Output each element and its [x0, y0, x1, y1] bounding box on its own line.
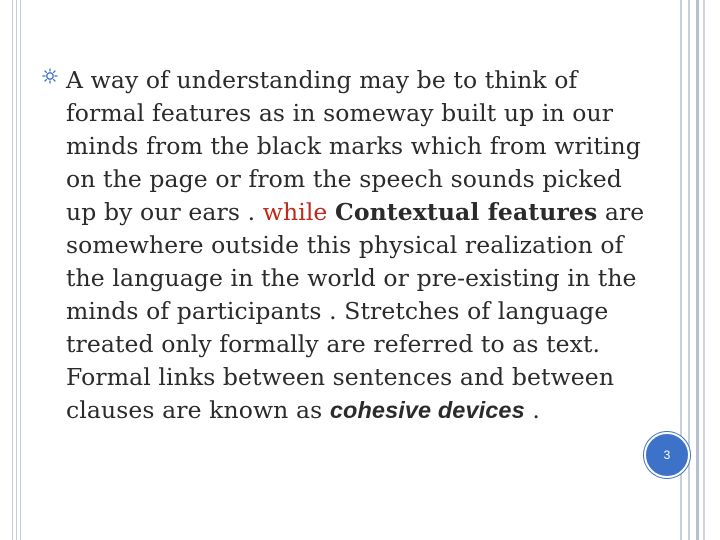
- term-cohesive-devices: cohesive devices: [329, 397, 525, 423]
- line-text: up by our ears .: [66, 198, 263, 226]
- line-text: [327, 198, 335, 226]
- left-decorative-line: [12, 0, 13, 540]
- bullet-sun-icon: [42, 68, 58, 84]
- left-decorative-line: [16, 0, 17, 540]
- line-text: are: [597, 198, 645, 226]
- paragraph-line: A way of understanding may be to think of: [66, 66, 578, 94]
- page-number-badge: [644, 432, 690, 478]
- paragraph-line: the language in the world or pre-existing in the: [66, 264, 637, 292]
- paragraph-line: treated only formally are referred to as text.: [66, 330, 601, 358]
- right-frame-line: [703, 0, 705, 540]
- left-decorative-line: [20, 0, 21, 540]
- paragraph-line: formal features as in someway built up in our: [66, 99, 614, 127]
- paragraph-line: on the page or from the speech sounds picked: [66, 165, 622, 193]
- right-frame-line: [696, 0, 699, 540]
- paragraph-line: minds from the black marks which from writing: [66, 132, 641, 160]
- page-number: 3: [663, 448, 671, 462]
- paragraph-line: minds of participants . Stretches of language: [66, 297, 609, 325]
- slide-body: [40, 64, 670, 427]
- highlight-while: while: [262, 198, 328, 226]
- bullet-paragraph: [40, 64, 670, 427]
- paragraph-line: [66, 196, 670, 229]
- term-contextual-features: Contextual features: [335, 198, 598, 226]
- paragraph-line: [66, 394, 670, 427]
- line-text: clauses are known as: [66, 396, 330, 424]
- paragraph-line: Formal links between sentences and between: [66, 363, 615, 391]
- line-text: .: [524, 396, 540, 424]
- paragraph-line: somewhere outside this physical realization of: [66, 231, 624, 259]
